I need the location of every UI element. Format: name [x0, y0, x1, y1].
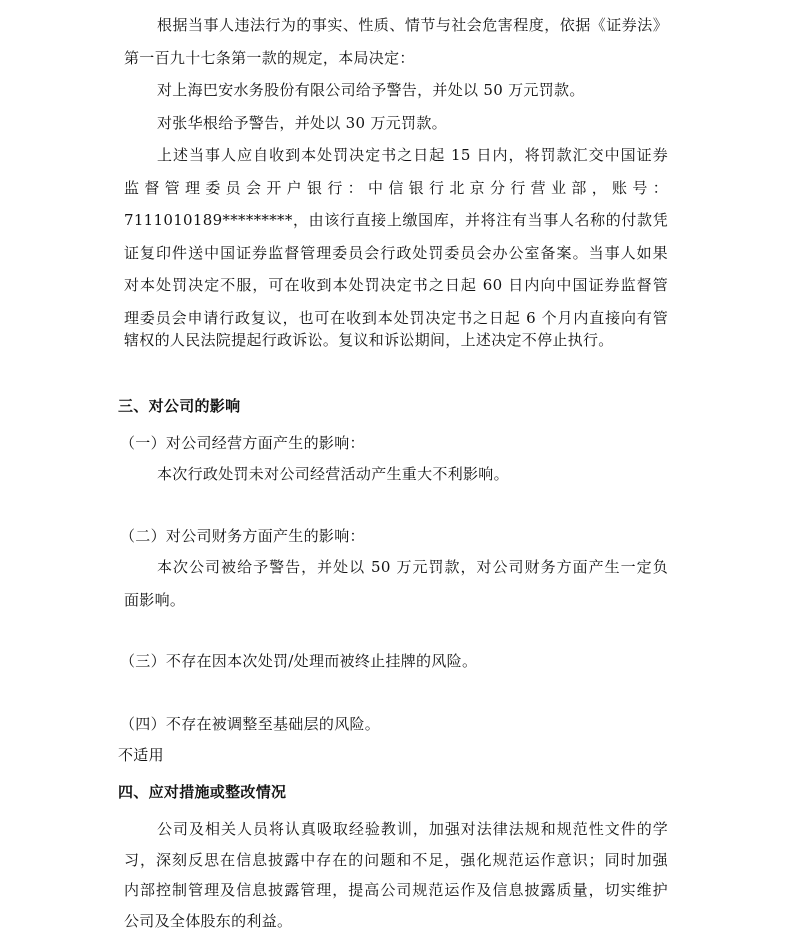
subsection-title: （一）对公司经营方面产生的影响： — [120, 434, 365, 452]
section-heading-measures: 四、应对措施或整改情况 — [118, 783, 287, 801]
paragraph-line: 对上海巴安水务股份有限公司给予警告，并处以 50 万元罚款。 — [157, 81, 585, 99]
paragraph-line: 证复印件送中国证券监督管理委员会行政处罚委员会办公室备案。当事人如果 — [124, 244, 668, 262]
paragraph-line: 第一百九十七条第一款的规定，本局决定： — [124, 49, 415, 67]
subsection-title: （三）不存在因本次处罚/处理而被终止挂牌的风险。 — [120, 652, 478, 670]
paragraph-line: 面影响。 — [124, 591, 186, 609]
paragraph-line: 公司及全体股东的利益。 — [124, 912, 293, 930]
paragraph-line: 根据当事人违法行为的事实、性质、情节与社会危害程度，依据《证券法》 — [157, 16, 668, 34]
paragraph-line: 本次公司被给予警告，并处以 50 万元罚款，对公司财务方面产生一定负 — [157, 558, 668, 576]
paragraph-line: 对本处罚决定不服，可在收到本处罚决定书之日起 60 日内向中国证券监督管 — [124, 276, 668, 294]
paragraph-line: 本次行政处罚未对公司经营活动产生重大不利影响。 — [157, 465, 509, 483]
paragraph-line: 监督管理委员会开户银行：中信银行北京分行营业部，账号： — [124, 179, 668, 197]
subsection-title: （四）不存在被调整至基础层的风险。 — [120, 715, 381, 733]
subsection-title: （二）对公司财务方面产生的影响： — [120, 527, 365, 545]
note-text: 不适用 — [118, 746, 164, 764]
paragraph-line: 习，深刻反思在信息披露中存在的问题和不足，强化规范运作意识；同时加强 — [124, 851, 668, 869]
paragraph-line: 7111010189*********，由该行直接上缴国库，并将注有当事人名称的付款凭 — [124, 211, 668, 229]
paragraph-line: 公司及相关人员将认真吸取经验教训，加强对法律法规和规范性文件的学 — [157, 820, 668, 838]
paragraph-line: 内部控制管理及信息披露管理，提高公司规范运作及信息披露质量，切实维护 — [124, 881, 668, 899]
paragraph-line: 辖权的人民法院提起行政诉讼。复议和诉讼期间，上述决定不停止执行。 — [124, 331, 614, 349]
paragraph-line: 对张华根给予警告，并处以 30 万元罚款。 — [157, 114, 447, 132]
paragraph-line: 理委员会申请行政复议，也可在收到本处罚决定书之日起 6 个月内直接向有管 — [124, 309, 668, 327]
section-heading-impact: 三、对公司的影响 — [118, 397, 241, 415]
paragraph-line: 上述当事人应自收到本处罚决定书之日起 15 日内，将罚款汇交中国证券 — [157, 146, 668, 164]
